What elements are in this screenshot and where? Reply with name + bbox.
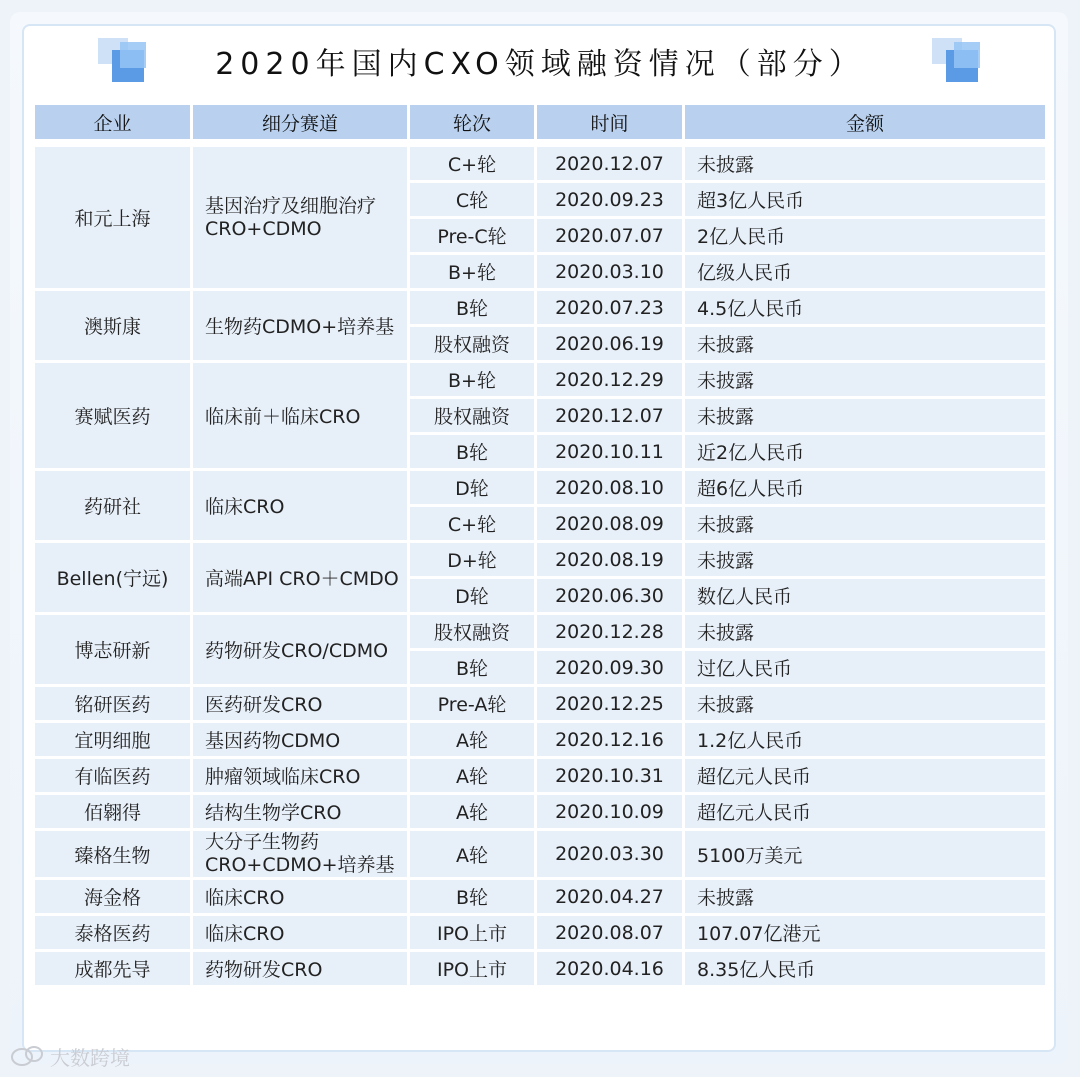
amount-cell: 超亿元人民币 xyxy=(685,759,1045,792)
date-cell: 2020.08.10 xyxy=(537,471,682,504)
table-row xyxy=(35,723,1045,756)
amount-cell: 近2亿人民币 xyxy=(685,435,1045,468)
amount-cell: 未披露 xyxy=(685,147,1045,180)
header-round: 轮次 xyxy=(410,105,534,139)
amount-cell: 未披露 xyxy=(685,543,1045,576)
track-cell xyxy=(193,291,407,360)
track-line: 临床CRO xyxy=(205,923,285,945)
date-cell: 2020.12.28 xyxy=(537,615,682,648)
amount-cell: 未披露 xyxy=(685,507,1045,540)
date-cell: 2020.06.19 xyxy=(537,327,682,360)
table-row xyxy=(35,916,1045,949)
track-line: 药物研发CRO/CDMO xyxy=(205,640,389,662)
track-line: 大分子生物药 xyxy=(205,831,320,853)
company-cell: 铭研医药 xyxy=(35,687,190,720)
round-cell: D+轮 xyxy=(410,543,534,576)
track-line: 基因治疗及细胞治疗 xyxy=(205,194,377,217)
amount-cell: 超3亿人民币 xyxy=(685,183,1045,216)
track-cell xyxy=(193,916,407,949)
date-cell: 2020.09.30 xyxy=(537,651,682,684)
round-cell: 股权融资 xyxy=(410,615,534,648)
table-row xyxy=(35,687,1045,720)
track-line: 肿瘤领域临床CRO xyxy=(205,766,361,788)
table-row xyxy=(35,880,1045,913)
company-cell: 有临医药 xyxy=(35,759,190,792)
round-cell: Pre-A轮 xyxy=(410,687,534,720)
round-cell: IPO上市 xyxy=(410,952,534,985)
track-line: 医药研发CRO xyxy=(205,694,323,716)
amount-cell: 未披露 xyxy=(685,327,1045,360)
round-cell: 股权融资 xyxy=(410,327,534,360)
track-cell xyxy=(193,471,407,540)
date-cell: 2020.04.27 xyxy=(537,880,682,913)
amount-cell: 107.07亿港元 xyxy=(685,916,1045,949)
header-amount: 金额 xyxy=(685,105,1045,139)
table-row xyxy=(35,615,1045,648)
company-cell: 泰格医药 xyxy=(35,916,190,949)
company-cell: 澳斯康 xyxy=(35,291,190,360)
date-cell: 2020.04.16 xyxy=(537,952,682,985)
round-cell: A轮 xyxy=(410,795,534,828)
round-cell: D轮 xyxy=(410,471,534,504)
round-cell: C+轮 xyxy=(410,147,534,180)
date-cell: 2020.10.11 xyxy=(537,435,682,468)
track-line: 临床CRO xyxy=(205,887,285,909)
amount-cell: 未披露 xyxy=(685,363,1045,396)
header-company: 企业 xyxy=(35,105,190,139)
financing-table xyxy=(32,102,1048,988)
header-track: 细分赛道 xyxy=(193,105,407,139)
round-cell: A轮 xyxy=(410,759,534,792)
amount-cell: 超6亿人民币 xyxy=(685,471,1045,504)
amount-cell: 未披露 xyxy=(685,399,1045,432)
amount-cell: 8.35亿人民币 xyxy=(685,952,1045,985)
track-line: 结构生物学CRO xyxy=(205,802,342,824)
round-cell: Pre-C轮 xyxy=(410,219,534,252)
company-cell: Bellen(宁远) xyxy=(35,543,190,612)
round-cell: B轮 xyxy=(410,435,534,468)
table-header-row xyxy=(35,105,1045,139)
track-line: CRO+CDMO+培养基 xyxy=(205,854,395,876)
company-cell: 药研社 xyxy=(35,471,190,540)
amount-cell: 超亿元人民币 xyxy=(685,795,1045,828)
date-cell: 2020.08.07 xyxy=(537,916,682,949)
table-row xyxy=(35,363,1045,396)
date-cell: 2020.03.10 xyxy=(537,255,682,288)
watermark-logo-icon xyxy=(10,1044,44,1068)
track-cell xyxy=(193,615,407,684)
amount-cell: 亿级人民币 xyxy=(685,255,1045,288)
track-cell xyxy=(193,723,407,756)
amount-cell: 未披露 xyxy=(685,615,1045,648)
date-cell: 2020.06.30 xyxy=(537,579,682,612)
table-row xyxy=(35,147,1045,180)
header-date: 时间 xyxy=(537,105,682,139)
amount-cell: 未披露 xyxy=(685,880,1045,913)
round-cell: IPO上市 xyxy=(410,916,534,949)
track-cell xyxy=(193,880,407,913)
round-cell: B轮 xyxy=(410,880,534,913)
date-cell: 2020.07.07 xyxy=(537,219,682,252)
page-title: 2020年国内CXO领域融资情况（部分） xyxy=(215,47,865,82)
date-cell: 2020.12.07 xyxy=(537,399,682,432)
track-line: 高端API CRO＋CMDO xyxy=(205,568,399,590)
track-line: 临床前＋临床CRO xyxy=(205,406,361,428)
round-cell: B轮 xyxy=(410,651,534,684)
table-row xyxy=(35,543,1045,576)
date-cell: 2020.12.16 xyxy=(537,723,682,756)
amount-cell: 未披露 xyxy=(685,687,1045,720)
round-cell: D轮 xyxy=(410,579,534,612)
date-cell: 2020.10.31 xyxy=(537,759,682,792)
amount-cell: 数亿人民币 xyxy=(685,579,1045,612)
round-cell: 股权融资 xyxy=(410,399,534,432)
track-line: 生物药CDMO+培养基 xyxy=(205,316,395,338)
track-cell xyxy=(193,363,407,468)
round-cell: A轮 xyxy=(410,723,534,756)
round-cell: A轮 xyxy=(410,831,534,877)
date-cell: 2020.12.25 xyxy=(537,687,682,720)
track-cell xyxy=(193,687,407,720)
track-cell xyxy=(193,759,407,792)
round-cell: C+轮 xyxy=(410,507,534,540)
company-cell: 臻格生物 xyxy=(35,831,190,877)
track-line: CRO+CDMO xyxy=(205,217,322,240)
track-cell xyxy=(193,147,407,288)
track-line: 基因药物CDMO xyxy=(205,730,341,752)
round-cell: B+轮 xyxy=(410,363,534,396)
table-row xyxy=(35,795,1045,828)
table-row xyxy=(35,952,1045,985)
company-cell: 宜明细胞 xyxy=(35,723,190,756)
amount-cell: 4.5亿人民币 xyxy=(685,291,1045,324)
date-cell: 2020.07.23 xyxy=(537,291,682,324)
table-row xyxy=(35,471,1045,504)
amount-cell: 过亿人民币 xyxy=(685,651,1045,684)
date-cell: 2020.03.30 xyxy=(537,831,682,877)
date-cell: 2020.08.19 xyxy=(537,543,682,576)
amount-cell: 1.2亿人民币 xyxy=(685,723,1045,756)
company-cell: 和元上海 xyxy=(35,147,190,288)
track-cell xyxy=(193,795,407,828)
watermark-text: 大数跨境 xyxy=(50,1045,130,1070)
table-row xyxy=(35,291,1045,324)
company-cell: 海金格 xyxy=(35,880,190,913)
track-cell xyxy=(193,952,407,985)
round-cell: C轮 xyxy=(410,183,534,216)
track-line: 临床CRO xyxy=(205,496,285,518)
date-cell: 2020.12.29 xyxy=(537,363,682,396)
track-cell xyxy=(193,831,407,877)
company-cell: 博志研新 xyxy=(35,615,190,684)
date-cell: 2020.09.23 xyxy=(537,183,682,216)
table-row xyxy=(35,831,1045,877)
track-cell xyxy=(193,543,407,612)
company-cell: 成都先导 xyxy=(35,952,190,985)
date-cell: 2020.12.07 xyxy=(537,147,682,180)
amount-cell: 5100万美元 xyxy=(685,831,1045,877)
company-cell: 赛赋医药 xyxy=(35,363,190,468)
track-line: 药物研发CRO xyxy=(205,959,323,981)
date-cell: 2020.08.09 xyxy=(537,507,682,540)
round-cell: B轮 xyxy=(410,291,534,324)
company-cell: 佰翱得 xyxy=(35,795,190,828)
amount-cell: 2亿人民币 xyxy=(685,219,1045,252)
table-row xyxy=(35,759,1045,792)
round-cell: B+轮 xyxy=(410,255,534,288)
watermark xyxy=(10,1040,130,1072)
table-body xyxy=(35,147,1045,985)
date-cell: 2020.10.09 xyxy=(537,795,682,828)
